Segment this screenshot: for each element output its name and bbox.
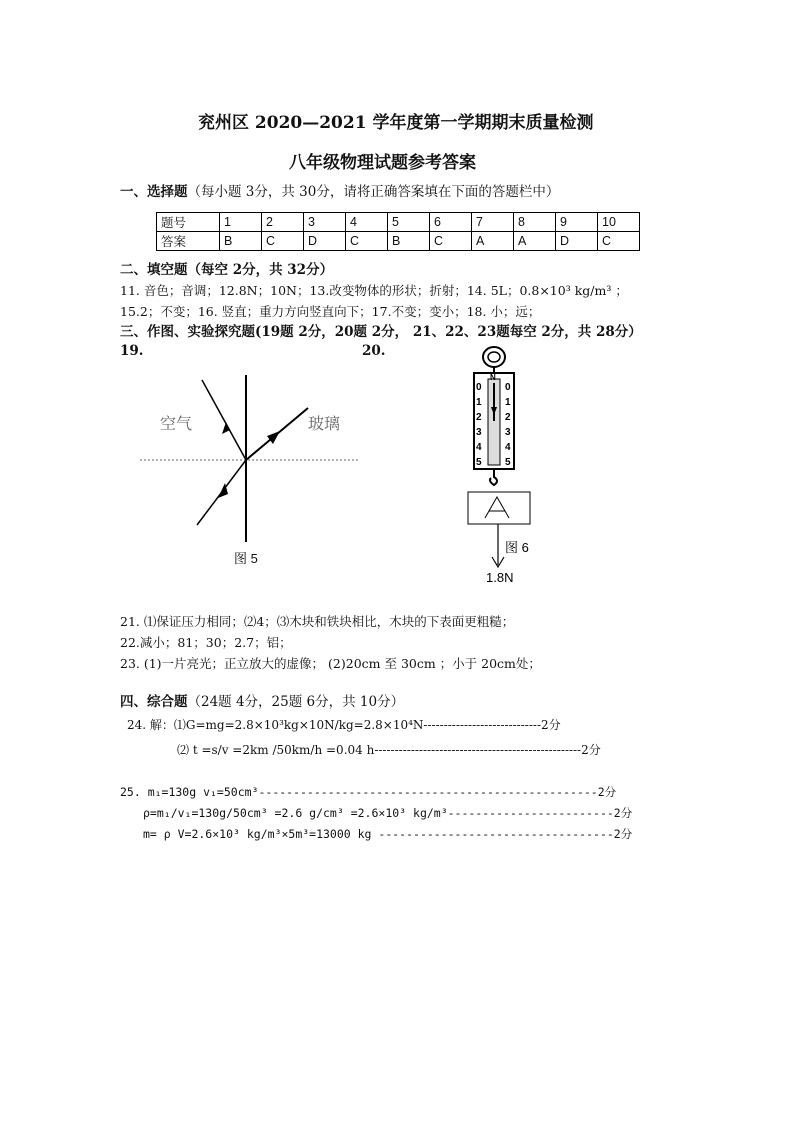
section-1-label: 一、选择题 — [120, 184, 188, 200]
question-19-number: 19. — [120, 343, 144, 359]
force-label: 1.8N — [486, 570, 514, 585]
scale-tick-left: 3 — [476, 427, 482, 438]
table-cell: D — [556, 232, 598, 251]
section-3-label: 三、作图、实验探究题 — [120, 324, 255, 340]
table-cell: 5 — [388, 213, 430, 232]
table-cell: 2 — [262, 213, 304, 232]
table-cell: C — [598, 232, 640, 251]
scale-tick-left: 0 — [476, 382, 482, 393]
table-cell: 9 — [556, 213, 598, 232]
scale-tick-left: 1 — [476, 397, 482, 408]
table-cell: 3 — [304, 213, 346, 232]
scale-tick-right: 3 — [505, 427, 511, 438]
question-20-number: 20. — [362, 343, 386, 359]
table-cell: 4 — [346, 213, 388, 232]
table-cell: B — [388, 232, 430, 251]
scale-hook — [490, 469, 497, 485]
scale-tick-left: 4 — [476, 442, 482, 453]
scale-tick-right: 1 — [505, 397, 511, 408]
page-subtitle: 八年级物理试题参考答案 — [289, 153, 476, 173]
answer-line-21: 21. ⑴保证压力相同；⑵4；⑶木块和铁块相比，木块的下表面更粗糙； — [120, 614, 515, 629]
section-1-heading — [120, 180, 559, 200]
scale-tick-right: 5 — [505, 457, 511, 468]
table-cell: 8 — [514, 213, 556, 232]
table-header-number: 题号 — [157, 213, 220, 232]
page-title: 兖州区 2020—2021 学年度第一学期期末质量检测 — [198, 113, 594, 133]
refraction-diagram — [130, 370, 370, 570]
glass-label: 玻璃 — [308, 414, 341, 433]
answer-line-25-3: m= ρ V=2.6×10³ kg/m³×5m³=13000 kg ----------------------------------2分 — [143, 827, 633, 841]
section-3-note: (19题 2分，20题 2分， 21、22、23题每空 2分，共 28分） — [255, 324, 642, 340]
table-cell: B — [220, 232, 262, 251]
figure-6-caption: 图 6 — [505, 540, 529, 555]
table-cell: C — [346, 232, 388, 251]
spring-scale-diagram — [460, 345, 580, 595]
scale-tick-right: 4 — [505, 442, 511, 453]
answer-line-11-14: 11. 音色；音调；12.8N；10N；13.改变物体的形状；折射；14. 5L；0.8×10³ kg/m³ ； — [120, 283, 628, 298]
scale-tick-left: 2 — [476, 412, 482, 423]
air-label: 空气 — [160, 414, 193, 433]
table-cell: 1 — [220, 213, 262, 232]
scale-tick-right: 2 — [505, 412, 511, 423]
answer-line-22: 22.减小；81；30；2.7；铝； — [120, 635, 292, 650]
section-4-heading — [120, 690, 404, 710]
table-cell: D — [304, 232, 346, 251]
answer-line-23: 23. (1)一片亮光；正立放大的虚像； (2)20cm 至 30cm ；小于 20cm处； — [120, 656, 541, 671]
table-cell: A — [472, 232, 514, 251]
section-2-note: （每空 2分，共 32分） — [187, 262, 334, 278]
section-4-label: 四、综合题 — [120, 694, 188, 710]
table-cell: 7 — [472, 213, 514, 232]
figure-5-caption: 图 5 — [234, 551, 258, 566]
section-3-heading — [120, 320, 642, 340]
table-row — [157, 213, 640, 232]
upper-left-ray — [202, 380, 246, 460]
scale-tick-left: 5 — [476, 457, 482, 468]
answer-line-24-2: ⑵ t =s/v =2km /50km/h =0.04 h---------------------------------------------------2分 — [177, 743, 601, 757]
answer-line-25-2: ρ=m₁/v₁=130g/50cm³ =2.6 g/cm³ =2.6×10³ kg/m³------------------------2分 — [143, 806, 633, 820]
scale-unit-label: N — [490, 373, 496, 382]
answer-line-24-1: 24. 解：⑴G=mg=2.8×10³kg×10N/kg=2.8×10⁴N-----------------------------2分 — [127, 718, 561, 732]
answer-line-25-1: 25. m₁=130g v₁=50cm³-------------------------------------------------2分 — [120, 785, 617, 799]
section-2-label: 二、填空题 — [120, 262, 188, 278]
section-4-note: （24题 4分，25题 6分，共 10分） — [187, 694, 405, 710]
table-cell: 10 — [598, 213, 640, 232]
block-a — [468, 492, 530, 524]
section-1-note: （每小题 3分，共 30分，请将正确答案填在下面的答题栏中） — [187, 184, 560, 200]
answer-line-15-18: 15.2；不变；16. 竖直；重力方向竖直向下；17.不变；变小；18. 小；远； — [120, 304, 541, 319]
table-cell: A — [514, 232, 556, 251]
scale-ring — [483, 347, 505, 367]
table-cell: C — [430, 232, 472, 251]
table-row — [157, 232, 640, 251]
answer-table — [156, 212, 640, 251]
upper-left-arrow — [222, 422, 230, 434]
section-2-heading — [120, 258, 333, 278]
table-cell: C — [262, 232, 304, 251]
table-cell: 6 — [430, 213, 472, 232]
table-header-answer: 答案 — [157, 232, 220, 251]
scale-tick-right: 0 — [505, 382, 511, 393]
